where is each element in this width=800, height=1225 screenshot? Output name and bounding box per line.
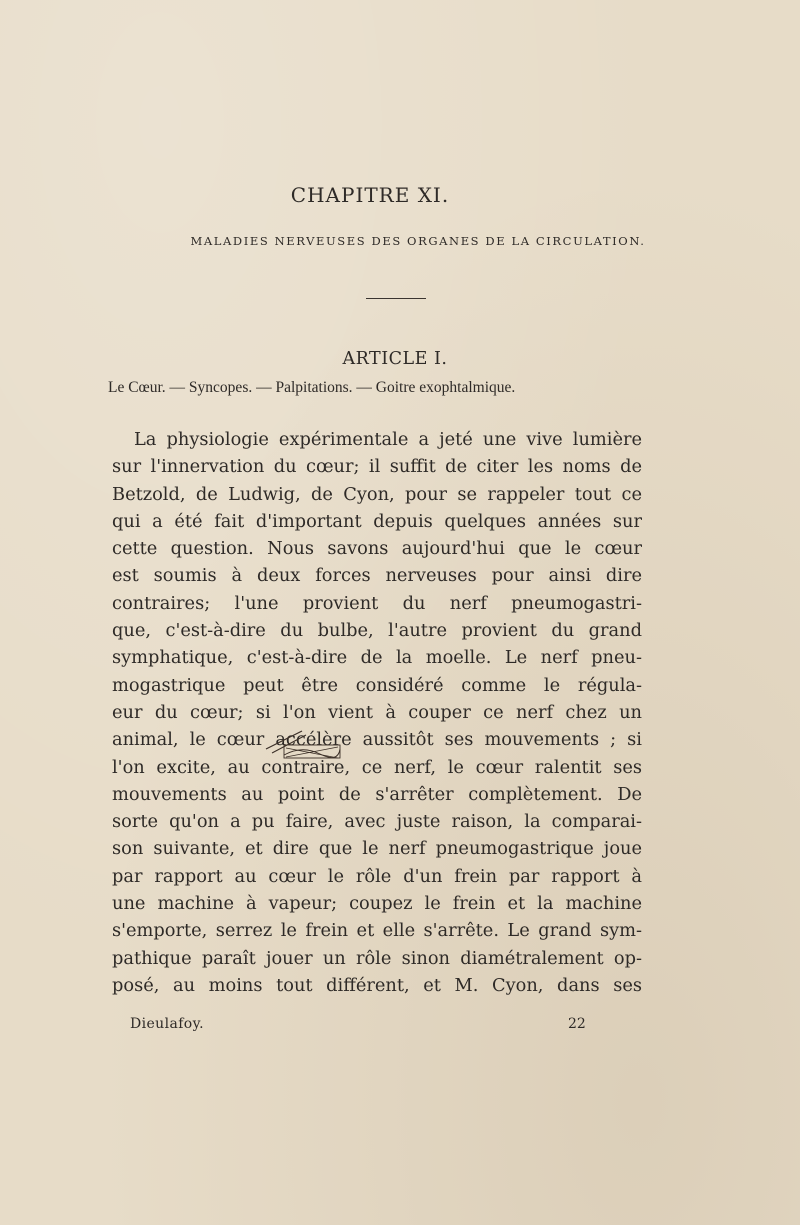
body-line: par rapport au cœur le rôle d'un frein par rapport à — [112, 865, 642, 887]
body-line: cette question. Nous savons aujourd'hui que le cœur — [112, 538, 642, 560]
body-line: Betzold, de Ludwig, de Cyon, pour se rappeler tout ce — [112, 483, 642, 505]
section-divider — [366, 298, 426, 299]
body-line: mogastrique peut être considéré comme le régula- — [112, 674, 642, 696]
body-line: posé, au moins tout différent, et M. Cyon, dans ses — [112, 974, 642, 996]
body-line: sorte qu'on a pu faire, avec juste raison, la comparai- — [112, 811, 642, 833]
footer-author: Dieulafoy. — [130, 1016, 204, 1032]
body-paragraph — [112, 426, 642, 999]
body-line: une machine à vapeur; coupez le frein et la machine — [112, 893, 642, 915]
body-line: symphatique, c'est-à-dire de la moelle. Le nerf pneu- — [112, 647, 642, 669]
article-title: ARTICLE I. — [342, 349, 448, 369]
chapter-title: CHAPITRE XI. — [290, 183, 450, 207]
chapter-subtitle: MALADIES NERVEUSES DES ORGANES DE LA CIRCULATION. — [190, 234, 646, 248]
body-line: contraires; l'une provient du nerf pneumogastri- — [112, 592, 642, 614]
body-line: que, c'est-à-dire du bulbe, l'autre provient du grand — [112, 620, 642, 642]
body-line: animal, le cœur accélère aussitôt ses mouvements ; si — [112, 729, 642, 751]
body-line: est soumis à deux forces nerveuses pour ainsi dire — [112, 565, 642, 587]
footer-signature-mark: 22 — [568, 1016, 586, 1032]
body-line: sur l'innervation du cœur; il suffit de citer les noms de — [112, 456, 642, 478]
body-line: son suivante, et dire que le nerf pneumogastrique joue — [112, 838, 642, 860]
body-line: s'emporte, serrez le frein et elle s'arrête. Le grand sym- — [112, 920, 642, 942]
body-line: La physiologie expérimentale a jeté une vive lumière — [134, 429, 642, 450]
body-line: eur du cœur; si l'on vient à couper ce nerf chez un — [112, 701, 642, 723]
body-line: l'on excite, au contraire, ce nerf, le cœur ralentit ses — [112, 756, 642, 778]
page-footer — [130, 1016, 610, 1036]
body-line: pathique paraît jouer un rôle sinon diamétralement op- — [112, 947, 642, 969]
article-subtitle: Le Cœur. — Syncopes. — Palpitations. — Goitre exophtalmique. — [108, 379, 516, 396]
body-line: mouvements au point de s'arrêter complètement. De — [112, 783, 642, 805]
body-line: qui a été fait d'important depuis quelques années sur — [112, 510, 642, 532]
